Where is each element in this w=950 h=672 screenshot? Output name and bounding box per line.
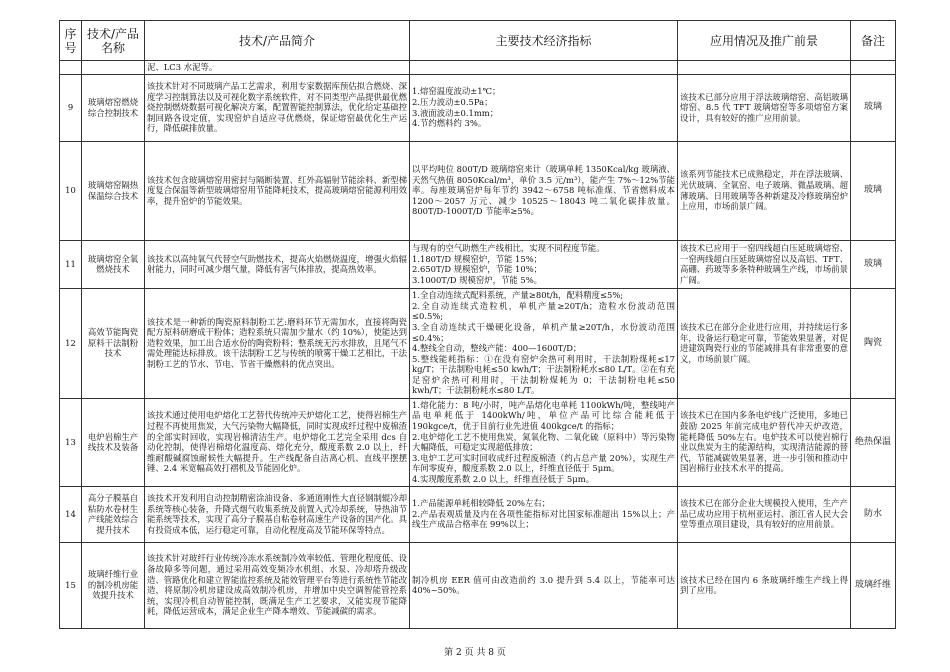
row-seq: 13	[60, 398, 82, 486]
row-intro: 该技术以高纯氧气代替空气助燃技术，提高火焰燃烧温度，增强火焰辐射能力，同时可减少烟气量，降低有害气体排放，提高热效率。	[145, 240, 410, 288]
row-name: 玻璃熔窑全氧燃烧技术	[82, 240, 145, 288]
row-indicators: 1.熔窑温度波动±1℃； 2.压力波动±0.5Pa； 3.液面波动±0.1mm； 4.节约燃料约 3%。	[410, 74, 678, 141]
header-intro: 技术/产品简介	[145, 21, 410, 61]
row-intro: 该技术通过使用电炉熔化工艺替代传统冲天炉熔化工艺，使得岩棉生产过程不再使用焦炭，大气污染物大幅降低，同时实现成纤过程中废棉渣的全部实时回收，实现岩棉清洁生产。电炉熔化工艺完全采用 dcs 自动化控制，使得岩棉熔化温度高、熔化充分，酸度系数 2.0 以上，纤维耐酸碱腐蚀耐候性大幅提升。生产线配备自洁离心机、直线平摆摆锤、2.4 米宽幅高效打褶机及节能固化炉。	[145, 398, 410, 486]
table-row	[60, 141, 896, 240]
row-remark: 玻璃	[851, 74, 896, 141]
row-name: 玻璃熔窑燃烧综合控制技术	[82, 74, 145, 141]
table-row	[60, 398, 896, 486]
row-remark: 陶瓷	[851, 288, 896, 398]
table-row	[60, 486, 896, 542]
row-name: 高效节能陶瓷原料干法制粉技术	[82, 288, 145, 398]
row-seq: 15	[60, 542, 82, 628]
row-seq: 10	[60, 141, 82, 240]
row-intro: 该技术开发利用自动控制精密涂油设备、多通道刚性大直径钢制辊冷却系统等核心装备，升降式烟气收集系统及前置入式冷却系统，导热油节能系统等技术，实现了高分子膜基自粘卷材高速生产设备的国产化。具有投资成本低，运行稳定可靠，自动化程度高及节能环保等特点。	[145, 486, 410, 542]
row-seq: 12	[60, 288, 82, 398]
row-intro: 该技术是一种新的陶瓷原料制粉工艺:磨料环节无需加水，直接将陶瓷配方原料研磨成干粉体；造粒系统只需加少量水（约 10%），使能达到造粒效果，加工出合适水份的陶瓷粉料；整系统无污水排放，且尾气不需处理能达标排放。该干法制粉工艺与传统的喷雾干燥工艺相比，干法制粉工艺的节水、节电、节省干燥燃料的优点突出。	[145, 288, 410, 398]
row-application: 该技术已在部分企业进行应用，并持续运行多年，设备运行稳定可靠，节能效果显著，对促进建筑陶瓷行业的节能减排具有非常重要的意义，市场前景广阔。	[678, 288, 851, 398]
header-row	[60, 21, 896, 61]
row-seq: 14	[60, 486, 82, 542]
row-name: 玻璃纤维行业的制冷机房能效提升技术	[82, 542, 145, 628]
page-footer: 第 2 页 共 8 页	[444, 648, 506, 658]
row-remark: 绝热保温	[851, 398, 896, 486]
row-indicators: 以平均吨位 800T/D 玻璃熔窑来计（玻璃单耗 1350Kcal/kg 玻璃液、天然气热值 8050Kcal/m³，单价 3.5 元/m³），能产生 7%～12%节能率。每座玻璃窑炉每年节约 3942～6758 吨标准煤、节省燃料成本 1200～2057 万元、减少 10525～18043 吨二氧化碳排放量。800T/D-1000T/D 节能率≥5%。	[410, 141, 678, 240]
row-application: 该技术已在国内多条电炉线广泛使用，多地已鼓励 2025 年前完成电炉替代冲天炉改造，能耗降低 50%左右。电炉技术可以使岩棉行业以焦炭为主的能源结构，实现清洁能源的替代，节能减碳效果显著，进一步引领和推动中国岩棉行业技术水平的提高。	[678, 398, 851, 486]
technology-table	[59, 20, 896, 629]
row-seq: 9	[60, 74, 82, 141]
row-intro: 该技术包含玻璃熔窑用密封与隔断装置、红外高辐射节能涂料、新型梯度复合保温等新型玻璃熔窑用节能降耗技术，提高玻璃熔窑能源利用效率，提升窑炉的节能效果。	[145, 141, 410, 240]
header-seq: 序号	[60, 21, 82, 61]
row-indicators: 1.全自动连续式配料系统，产量≥80t/h，配料精度≤5%; 2.全自动连续式造粒机，单机产量≥20T/h；造粒水份波动范围≤0.5%; 3.全自动连续式干燥硬化设备，单机产量≥20T/h，水份波动范围≤0.4%； 4.整线全自动，整线产能：400—1600T/D； 5.整线能耗指标：①在没有窑炉余热可利用时，干法制粉煤耗≤17 kg/T；干法制粉电耗≤50 kwh/T；干法制粉耗水≤80 L/T。②在有充足窑炉余热可利用时，干法制粉煤耗为 0；干法制粉电耗≤50 kwh/T；干法制粉耗水≤80 L/T。	[410, 288, 678, 398]
row-intro: 该技术针对不同玻璃产品工艺需求，利用专家数据库预估拟合燃烧、深度学习控制算法以及可视化数字系统软件，对不同类型产品提供最优燃烧控制燃烧数据可视化解决方案，配置智能控制算法，优化给定基础控制回路各设定值，实现窑炉自适应寻优燃烧，保证熔窑最优化生产运行，降低碳排放量。	[145, 74, 410, 141]
continued-row	[60, 61, 896, 75]
row-application: 该技术已经在国内 6 条玻璃纤维生产线上得到了应用。	[678, 542, 851, 628]
table-row	[60, 74, 896, 141]
row-indicators: 1.产品能源单耗相较降低 20%左右； 2.产品表观质量及内在各项性能指标对比国家标准超出 15%以上；产线生产成品合格率在 99%以上；	[410, 486, 678, 542]
row-remark: 玻璃纤维	[851, 542, 896, 628]
table-row	[60, 288, 896, 398]
row-application: 该技术已部分应用于浮法玻璃熔窑、高铝玻璃熔窑、8.5 代 TFT 玻璃熔窑等多项熔窑方案设计，具有较好的推广应用前景。	[678, 74, 851, 141]
header-remark: 备注	[851, 21, 896, 61]
row-indicators: 制冷机房 EER 值可由改造前约 3.0 提升到 5.4 以上，节能率可达 40%~50%。	[410, 542, 678, 628]
row-name: 高分子膜基自粘防水卷材生产线能效综合提升技术	[82, 486, 145, 542]
row-application: 该技术已应用于一窑四线超白压延玻璃熔窑、一窑两线超白压延玻璃熔窑以及高铝、TFT、高硼、药玻等多条特种玻璃生产线，市场前景广阔。	[678, 240, 851, 288]
row-remark: 玻璃	[851, 141, 896, 240]
continued-text: 泥、LC3 水泥等。	[145, 61, 410, 75]
row-name: 电炉岩棉生产线技术及装备	[82, 398, 145, 486]
row-application: 该技术已在部分企业大规模投入使用，生产产品已成功应用于杭州亚运村、浙江省人民大会堂等重点项目建设，具有较好的应用前景。	[678, 486, 851, 542]
row-indicators: 与现有的空气助燃生产线相比，实现不同程度节能。 1.180T/D 规模窑炉，节能 15%； 2.650T/D 规模窑炉，节能 10%； 3.1000T/D 规模窑炉，节能 5%。	[410, 240, 678, 288]
header-name: 技术/产品名称	[82, 21, 145, 61]
table-row	[60, 542, 896, 628]
row-remark: 防水	[851, 486, 896, 542]
table-row	[60, 240, 896, 288]
row-indicators: 1.熔化能力：8 吨/小时，吨产品熔化电单耗 1100kWh/吨，整线吨产品电单耗低于 1400kWh/吨，单位产品可比综合能耗低于 190kgce/t，优于目前行业先进值 400kgce/t 的指标； 2.电炉熔化工艺不使用焦炭，氮氧化物、二氧化硫（原料中）等污染物大幅降低，可稳定实现超低排放； 3.电炉工艺可实时回收成纤过程废棉渣（约占总产量 20%），实现生产车间零废弃，酸度系数 2.0 以上，纤维直径低于 5μm。 4.实现酸度系数 2.0 以上，纤维直径低于 5μm。	[410, 398, 678, 486]
row-remark: 玻璃	[851, 240, 896, 288]
row-intro: 该技术针对玻纤行业传统冷冻水系统制冷效率较低、管理化程度低、设备故障多等问题，通过采用高效变频冷水机组、水泵、冷却塔升级改造、管路优化和建立智能监控系统及能效管理平台等进行系统性节能改造，将原制冷机房建设成高效制冷机房，并增加中央空调智能管控系统，实现冷机自动智能控制，既满足生产工艺要求，又能实现节能降耗，降低运营成本，满足企业生产降本增效、节能减碳的需求。	[145, 542, 410, 628]
row-application: 该系列节能技术已成熟稳定，并在浮法玻璃、光伏玻璃、全氧窑、电子玻璃、微晶玻璃、超薄玻璃、日用玻璃等各种新建及冷修玻璃窑炉上应用，市场前景广阔。	[678, 141, 851, 240]
header-indicators: 主要技术经济指标	[410, 21, 678, 61]
row-name: 玻璃熔窑隔热保温综合技术	[82, 141, 145, 240]
row-seq: 11	[60, 240, 82, 288]
header-application: 应用情况及推广前景	[678, 21, 851, 61]
